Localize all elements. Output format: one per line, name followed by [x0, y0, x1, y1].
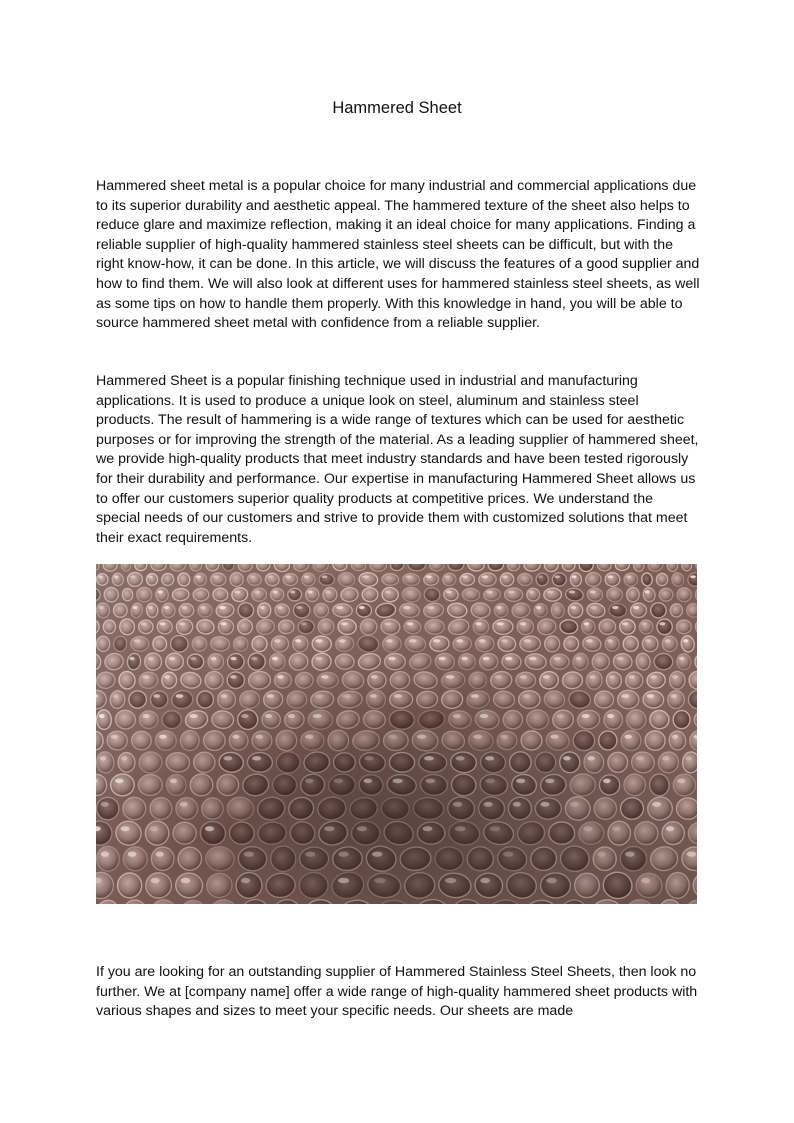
- page-title: Hammered Sheet: [332, 99, 462, 117]
- paragraph-intro: Hammered sheet metal is a popular choice for many industrial and commercial applications due to its superior durability and aesthetic appeal. The hammered texture of the sheet also helps to reduce glare and maximize reflection, making it an ideal choice for many applications. Finding a reliable supplier of high-quality hammered stainless steel sheets can be difficult, but with the right know-how, it can be done. In this article, we will discuss the features of a good supplier and how to find them. We will also look at different uses for hammered stainless steel sheets, as well as some tips on how to handle them properly. With this knowledge in hand, you will be able to source hammered sheet metal with confidence from a reliable supplier.: [96, 178, 700, 332]
- paragraph-about: Hammered Sheet is a popular finishing technique used in industrial and manufacturing applications. It is used to produce a unique look on steel, aluminum and stainless steel products. The result of hammering is a wide range of textures which can be used for aesthetic purposes or for improving the strength of the material. As a leading supplier of hammered sheet, we provide high-quality products that meet industry standards and have been tested rigorously for their durability and performance. Our expertise in manufacturing Hammered Sheet allows us to offer our customers superior quality products at competitive prices. We understand the special needs of our customers and strive to provide them with customized solutions that meet their exact requirements.: [96, 373, 699, 546]
- hammered-sheet-photo: [96, 564, 697, 904]
- paragraph-supplier: If you are looking for an outstanding supplier of Hammered Stainless Steel Sheets, then look no further. We at [company name] offer a wide range of high-quality hammered sheet products with various shapes and sizes to meet your specific needs. Our sheets are made: [96, 964, 698, 1020]
- hammered-texture-image: [96, 564, 697, 904]
